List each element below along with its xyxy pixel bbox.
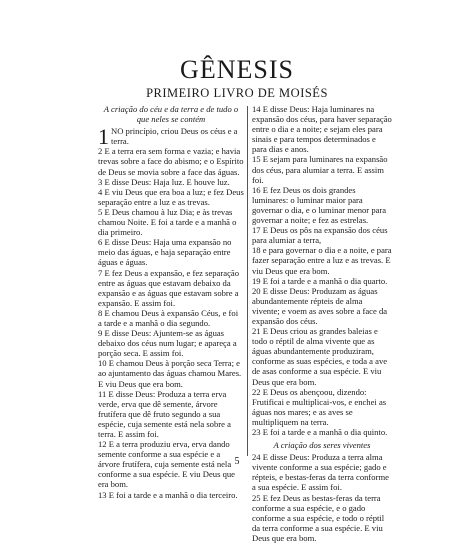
section-heading-creation: A criação do céu e da terra e de tudo o que neles se contém [103,104,239,125]
verse-24: 24 E disse Deus: Produza a terra alma vivente conforme a sua espécie; gado e répteis, e bestas-feras da terra conforme a sua espécie. E assim foi. [252,452,389,493]
verse-25: 25 E fez Deus as bestas-feras da terra conforme a sua espécie, e o gado conforme a sua espécie, e todo o réptil da terra conforme a sua espécie. E viu Deus que era bom. [252,492,385,543]
chapter-number: 1 [98,124,109,150]
verse-10: 10 E chamou Deus à porção seca Terra; e ao ajuntamento das águas chamou Mares. E viu Deus que era bom. [98,358,242,389]
book-title: GÊNESIS [180,55,294,84]
verse-5: 5 E Deus chamou à luz Dia; e às trevas chamou Noite. E foi a tarde e a manhã o dia primeiro. [98,206,237,238]
verse-11: 11 E disse Deus: Produza a terra erva verde, erva que dê semente, árvore frutífera que dê fruto segundo a sua espécie, cuja semente está nela sobre a terra. E assim foi. [98,388,231,439]
verse-15: 15 E sejam para luminares na expansão dos céus, para alumiar a terra. E assim foi. [252,154,388,185]
right-column [252,104,392,543]
book-subtitle: PRIMEIRO LIVRO DE MOISÉS [146,86,328,100]
verse-4: 4 E viu Deus que era boa a luz; e fez Deus separação entre a luz e as trevas. [98,186,244,207]
verse-9: 9 E disse Deus: Ajuntem-se as águas debaixo dos céus num lugar; e apareça a porção seca. E assim foi. [98,328,237,359]
left-column [98,104,244,500]
verse-13: 13 E foi a tarde e a manhã o dia terceiro. [98,489,238,500]
verse-12: 12 E a terra produziu erva, erva dando semente conforme a sua espécie e a árvore frutífera, cuja semente está nela conforme a sua espécie. E viu Deus que era bom. [98,439,235,490]
verse-6: 6 E disse Deus: Haja uma expansão no meio das águas, e haja separação entre águas e águas. [98,237,232,268]
verse-21: 21 E Deus criou as grandes baleias e todo o réptil de alma vivente que as águas abundantemente produziram, conforme as suas espécies, e toda a ave de asas conforme a sua espécie. E viu Deus que era bom. [252,326,388,387]
verse-2: 2 E a terra era sem forma e vazia; e havia trevas sobre a face do abismo; e o Espírito de Deus se movia sobre a face das águas. [98,146,244,177]
verse-text: NO princípio, criou Deus os céus e a terra. [111,126,238,147]
verse-20: 20 E disse Deus: Produzam as águas abundantemente répteis de alma vivente; e voem as aves sobre a face da expansão dos céus. [252,285,388,326]
verse-18: 18 e para governar o dia e a noite, e para fazer separação entre a luz e as trevas. E viu Deus que era bom. [252,245,392,276]
page-number: 5 [234,456,240,467]
verse-8: 8 E chamou Deus à expansão Céus, e foi a tarde e a manhã o dia segundo. [98,307,239,328]
column-divider [247,106,248,456]
verse-22: 22 E Deus os abençoou, dizendo: Frutificai e multiplicai-vos, e enchei as águas nos mares; e as aves se multipliquem na terra. [252,386,387,427]
verse-19: 19 E foi a tarde e a manhã o dia quarto. [252,275,388,286]
verse-23: 23 E foi a tarde e a manhã o dia quinto. [252,427,388,437]
verse-14: 14 E disse Deus: Haja luminares na expansão dos céus, para haver separação entre o dia e a noite; e sejam eles para sinais e para tempos determinados e para dias e anos. [252,104,392,155]
verse-16: 16 E fez Deus os dois grandes luminares: o luminar maior para governar o dia, e o luminar menor para governar a noite; e fez as estrelas. [252,184,387,226]
verse-1 [98,124,244,150]
verse-17: 17 E Deus os pôs na expansão dos céus para alumiar a terra, [252,225,388,246]
verse-7: 7 E fez Deus a expansão, e fez separação entre as águas que estavam debaixo da expansão e as águas que estavam sobre a expansão. E assim foi. [98,267,239,308]
verse-3: 3 E disse Deus: Haja luz. E houve luz. [98,176,230,187]
section-heading-living-beings: A criação dos seres viventes [273,440,371,451]
